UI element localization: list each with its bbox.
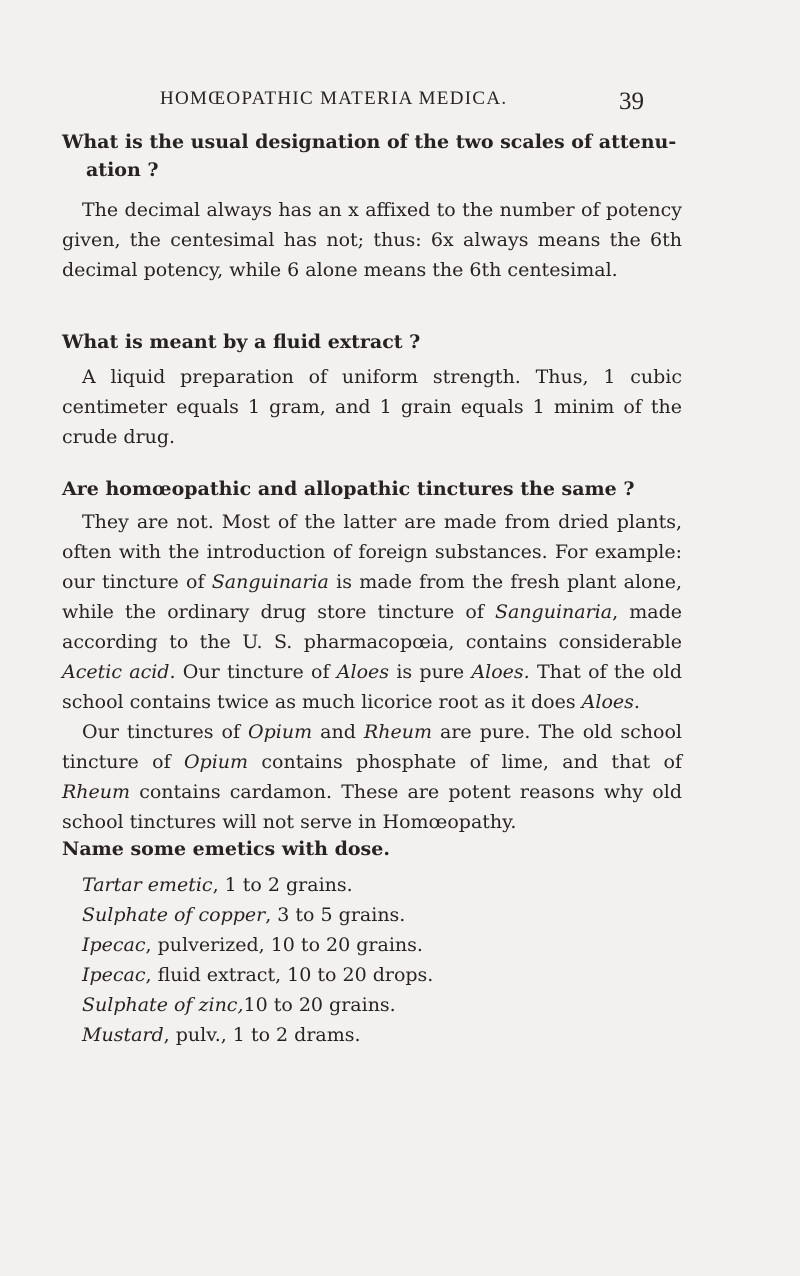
question-fluid-extract	[62, 328, 690, 356]
drug-name: Aloes	[336, 661, 390, 683]
text-run: are pure. The old school tincture of	[62, 721, 682, 773]
dose: , pulverized, 10 to 20 grains.	[145, 934, 423, 956]
list-item	[82, 1020, 433, 1050]
running-title: HOMŒOPATHIC MATERIA MEDICA.	[160, 88, 508, 109]
drug-name: Sanguinaria	[494, 601, 613, 623]
drug-name: Mustard	[82, 1024, 164, 1046]
drug-name: Opium	[183, 751, 249, 773]
drug-name: Ipecac	[82, 934, 146, 956]
question-line: What is the usual designation of the two scales of attenu-	[62, 131, 677, 153]
text-run: , made according to the U. S. pharmacopœia, contains considerable	[62, 601, 682, 653]
dose: , fluid extract, 10 to 20 drops.	[145, 964, 434, 986]
question-scales-of-attenuation	[62, 128, 690, 184]
drug-name: Sulphate of copper	[82, 904, 266, 926]
text-run: contains phosphate of lime, and that of	[248, 751, 682, 773]
dose: , 1 to 2 grains.	[212, 874, 353, 896]
emetics-list	[82, 870, 433, 1050]
list-item	[82, 930, 433, 960]
answer-tinctures-paragraph-2	[62, 717, 682, 837]
list-item	[82, 960, 433, 990]
text-run: Our tinctures of	[82, 721, 249, 743]
drug-name: Aloes.	[471, 661, 530, 683]
list-item	[82, 870, 433, 900]
question-line: Are homœopathic and allopathic tinctures the same ?	[62, 478, 635, 500]
text-run: That of the old school contains twice as much licorice root as it does	[62, 661, 682, 713]
text-run: is pure	[389, 661, 472, 683]
text-run: contains cardamon. These are potent reasons why old school tinctures will not serve in Homœopathy.	[62, 781, 682, 833]
list-item	[82, 900, 433, 930]
drug-name: Opium	[248, 721, 313, 743]
answer-fluid-extract: A liquid preparation of uniform strength. Thus, 1 cubic centimeter equals 1 gram, and 1 grain equals 1 minim of the crude drug.	[62, 366, 682, 448]
drug-name: Sulphate of zinc,	[82, 994, 244, 1016]
text-run: They are not. Most of the latter are made from dried plants, often with the introduction of foreign substances. For example: our tincture of	[62, 511, 682, 593]
question-line: Name some emetics with dose.	[62, 838, 390, 860]
answer-tinctures-paragraph-1	[62, 507, 682, 717]
question-emetics	[62, 835, 690, 863]
drug-name: Rheum	[363, 721, 432, 743]
question-line: ation ?	[86, 159, 159, 181]
dose: , 3 to 5 grains.	[265, 904, 406, 926]
question-tinctures	[62, 475, 690, 503]
text-run: and	[312, 721, 364, 743]
page-number: 39	[619, 88, 644, 115]
drug-name: Tartar emetic	[82, 874, 213, 896]
drug-name: Sanguinaria	[211, 571, 329, 593]
list-item	[82, 990, 433, 1020]
drug-name: Rheum	[62, 781, 131, 803]
drug-name: Acetic acid.	[62, 661, 176, 683]
question-line: What is meant by a fluid extract ?	[62, 331, 421, 353]
drug-name: Aloes.	[581, 691, 640, 713]
dose: , pulv., 1 to 2 drams.	[163, 1024, 361, 1046]
answer-scales-of-attenuation: The decimal always has an x affixed to the number of potency given, the centesimal has not; thus: 6x always means the 6th decimal potency, while 6 alone means the 6th centesimal.	[62, 199, 682, 281]
text-run: is made from the fresh plant alone, while the ordinary drug store tincture of	[62, 571, 682, 623]
drug-name: Ipecac	[82, 964, 146, 986]
text-run: Our tincture of	[175, 661, 337, 683]
dose: 10 to 20 grains.	[243, 994, 396, 1016]
